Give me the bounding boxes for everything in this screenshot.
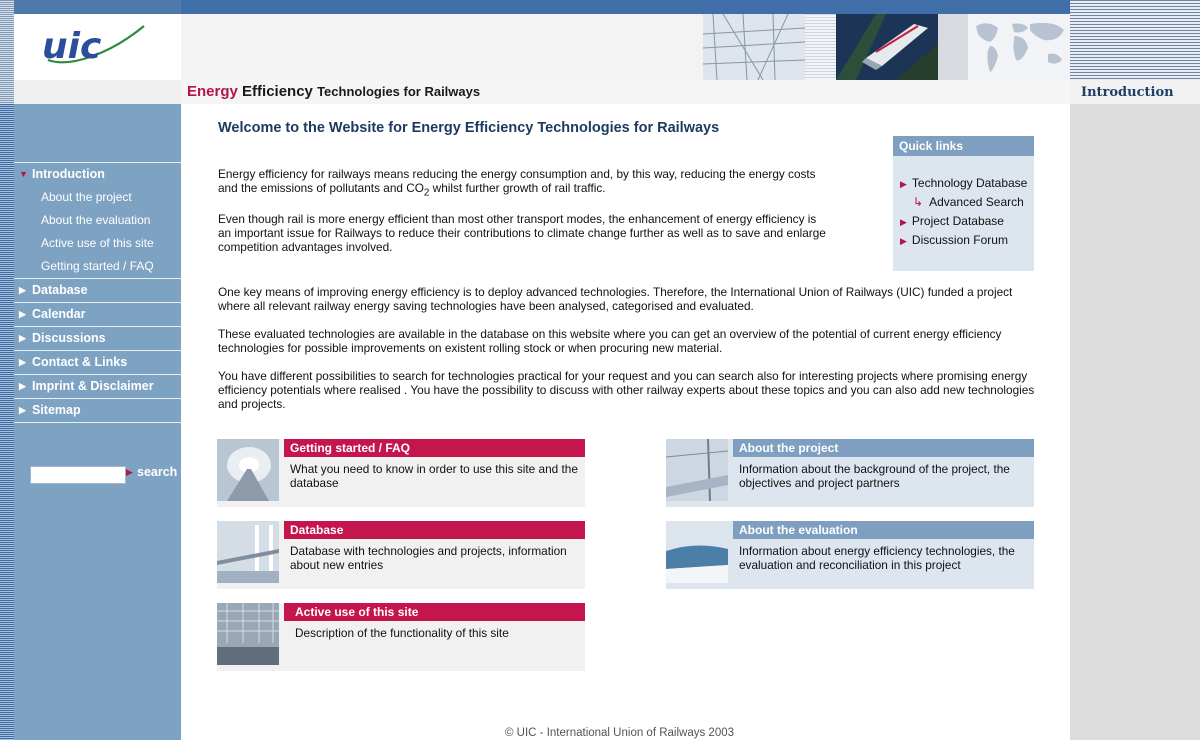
quick-link-discussion-forum[interactable] — [900, 233, 1008, 247]
card-active-use[interactable] — [217, 603, 585, 671]
search-button[interactable]: search — [137, 465, 178, 479]
page-title: Welcome to the Website for Energy Efficiency Technologies for Railways — [218, 120, 720, 136]
card-description: Information about the background of the project, the objectives and project partners — [739, 462, 1010, 490]
card-title: Active use of this site — [295, 605, 419, 619]
card-title: About the evaluation — [739, 523, 858, 537]
intro-paragraph-3: One key means of improving energy efficiency is to deploy advanced technologies. Therefore, the International Union of Railways (UIC) funded a project where all relevant railway energy saving technologies have been analysed, categorised and evaluated. — [218, 285, 1013, 313]
intro-paragraph-1 — [218, 167, 818, 200]
card-title: Database — [290, 523, 344, 537]
quick-link-project-database[interactable] — [900, 214, 1004, 228]
nav-item-discussions[interactable] — [14, 327, 181, 350]
arrow-right-icon: ▶ — [900, 236, 907, 246]
nav-item-label: Imprint & Disclaimer — [32, 379, 154, 393]
intro-paragraph-5: You have different possibilities to search for technologies practical for your request and you can search also for interesting projects where promising energy efficiency potentials where realised . You have the possibility to discuss with other railway experts about these topics and you can also add new technologies and projects. — [218, 369, 1035, 411]
caret-right-icon: ▶ — [19, 309, 26, 319]
header-spacer — [938, 14, 968, 80]
card-description: What you need to know in order to use this site and the database — [290, 462, 578, 490]
quick-links-title-text: Quick links — [899, 139, 964, 153]
p1-text: Energy efficiency for railways means reducing the energy consumption and, by this way, reducing the energy costs and the emissions of pollutants and CO — [218, 167, 816, 195]
card-title-bar — [284, 439, 585, 457]
nav-separator — [14, 422, 181, 423]
p1-end: whilst further growth of rail traffic. — [429, 181, 606, 195]
quick-links-title — [893, 136, 1034, 156]
card-database[interactable] — [217, 521, 585, 589]
nav-item-label: Contact & Links — [32, 355, 128, 369]
section-label: Introduction — [1081, 85, 1174, 100]
train-thumbnail — [666, 521, 728, 583]
top-bar-left — [14, 0, 181, 14]
search-input[interactable] — [30, 466, 126, 484]
nav-sub-about-evaluation[interactable] — [14, 209, 181, 232]
card-title-bar — [733, 521, 1034, 539]
nav-sub-getting-started[interactable] — [14, 255, 181, 278]
site-title — [187, 83, 480, 100]
site-title-energy: Energy — [187, 83, 238, 100]
card-description: Information about energy efficiency technologies, the evaluation and reconciliation in this project — [739, 544, 1015, 572]
site-title-efficiency: Efficiency — [242, 83, 313, 100]
search-arrow-icon: ▶ — [126, 467, 133, 477]
card-title: Getting started / FAQ — [290, 441, 411, 455]
card-getting-started[interactable] — [217, 439, 585, 507]
bridge-thumbnail — [217, 521, 279, 583]
card-title: About the project — [739, 441, 839, 455]
caret-right-icon: ▶ — [19, 405, 26, 415]
nav-sub-label: About the evaluation — [41, 213, 151, 227]
nav-sub-about-project[interactable] — [14, 186, 181, 209]
nav-item-label: Database — [32, 283, 88, 297]
tunnel-thumbnail — [217, 439, 279, 501]
card-title-bar — [284, 603, 585, 621]
logo-text: uic — [42, 26, 102, 67]
station-roof-thumbnail — [217, 603, 279, 665]
catenary-thumbnail — [666, 439, 728, 501]
nav-item-imprint[interactable] — [14, 375, 181, 398]
uic-logo[interactable] — [40, 20, 150, 74]
nav-item-sitemap[interactable] — [14, 399, 181, 422]
header-photo-catenary — [703, 14, 805, 80]
site-title-rest: Technologies for Railways — [317, 84, 481, 99]
card-title-bar — [733, 439, 1034, 457]
nav-item-label: Discussions — [32, 331, 106, 345]
nav-item-database[interactable] — [14, 279, 181, 302]
nav-item-label: Sitemap — [32, 403, 81, 417]
card-description: Description of the functionality of this site — [295, 626, 509, 640]
header-photo-worldmap — [968, 14, 1070, 80]
caret-right-icon: ▶ — [19, 333, 26, 343]
arrow-right-icon: ▶ — [900, 217, 907, 227]
quick-link-label: Technology Database — [911, 176, 1028, 190]
card-description: Database with technologies and projects, information about new entries — [290, 544, 567, 572]
nav-sub-label: Getting started / FAQ — [41, 259, 154, 273]
sidebar-nav — [14, 162, 181, 423]
header-photo-train — [836, 14, 938, 80]
quick-link-technology-database[interactable] — [900, 176, 1027, 190]
top-bar — [181, 0, 1070, 14]
card-about-project[interactable] — [666, 439, 1034, 507]
caret-right-icon: ▶ — [19, 285, 26, 295]
left-stripe — [0, 0, 14, 740]
nav-item-label: Introduction — [32, 167, 105, 181]
nav-item-label: Calendar — [32, 307, 86, 321]
header-stripe — [805, 14, 836, 80]
right-stripe — [1070, 0, 1200, 80]
footer-copyright: © UIC - International Union of Railways 2003 — [505, 727, 735, 739]
quick-link-advanced-search[interactable] — [913, 195, 1024, 209]
quick-link-label: Discussion Forum — [911, 233, 1008, 247]
nav-item-contact-links[interactable] — [14, 351, 181, 374]
caret-down-icon: ▼ — [19, 169, 28, 179]
nav-item-calendar[interactable] — [14, 303, 181, 326]
card-about-evaluation[interactable] — [666, 521, 1034, 589]
right-column — [1070, 0, 1200, 740]
quick-link-label: Project Database — [911, 214, 1004, 228]
arrow-right-icon: ▶ — [900, 179, 907, 189]
return-arrow-icon: ↳ — [913, 195, 924, 209]
intro-paragraph-2: Even though rail is more energy efficient than most other transport modes, the enhancement of energy efficiency is an important issue for Railways to reduce their contributions to climate change further as well as to save and enlarge competition advantages involved. — [218, 212, 826, 254]
caret-right-icon: ▶ — [19, 381, 26, 391]
caret-right-icon: ▶ — [19, 357, 26, 367]
nav-sub-active-use[interactable] — [14, 232, 181, 255]
left-stripe-top — [0, 0, 14, 104]
intro-paragraph-4: These evaluated technologies are available in the database on this website where you can get an overview of the potential of current energy efficiency technologies for possible improvements on existent rolling stock or when procuring new material. — [218, 327, 1002, 355]
quick-link-label: Advanced Search — [929, 195, 1024, 209]
card-title-bar — [284, 521, 585, 539]
nav-sub-label: About the project — [41, 190, 132, 204]
nav-item-introduction[interactable] — [14, 163, 181, 186]
p1-subscript: 2 — [423, 187, 430, 199]
nav-sub-label: Active use of this site — [41, 236, 154, 250]
